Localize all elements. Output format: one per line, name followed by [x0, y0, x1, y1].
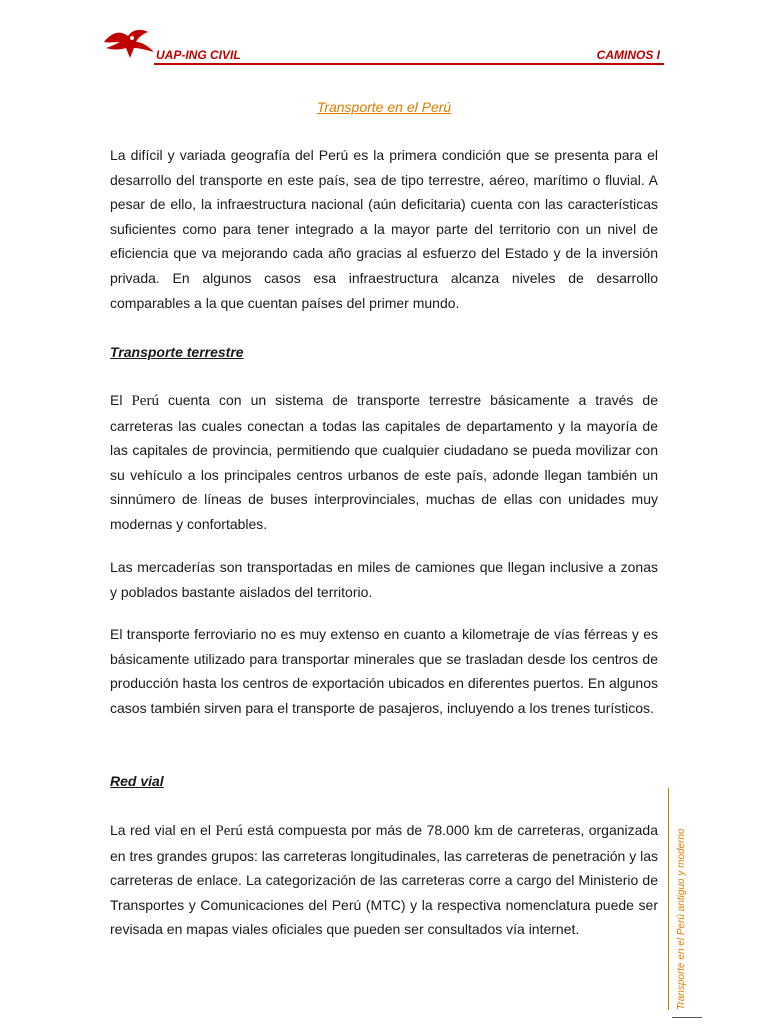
- terrestre-paragraph-2: Las mercaderías son transportadas en miles de camiones que llegan inclusive a zonas y poblados bastante aislados del territorio.: [110, 559, 658, 600]
- page-title: Transporte en el Perú: [316, 99, 452, 115]
- intro-paragraph: La difícil y variada geografía del Perú es la primera condición que se presenta para el desarrollo del transporte en este país, sea de tipo terrestre, aéreo, marítimo o fluvial. A pesar de ello, la infraestructura nacional (aún deficitaria) cuenta con las características suficientes como para tener integrado a la mayor parte del territorio con un nivel de eficiencia que va mejorando cada año gracias al esfuerzo del Estado y de la inversión privada. En algunos casos esa infraestructura alcanza niveles de desarrollo comparables a la que cuentan países del primer mundo.: [110, 147, 658, 311]
- red-vial-paragraph: La red vial en el Perú está compuesta por más de 78.000 km de carreteras, organizada en tres grandes grupos: las carreteras longitudinales, las carreteras de penetración y las carreteras de enlace. La categorización de las carreteras corre a cargo del Ministerio de Transportes y Comunicaciones del Perú (MTC) y la respectiva nomenclatura puede ser revisada en mapas viales oficiales que pueden ser consultados vía internet.: [110, 822, 658, 938]
- terrestre-paragraph-1: El Perú cuenta con un sistema de transporte terrestre básicamente a través de carreteras las cuales conectan a todas las capitales de departamento y la mayoría de las capitales de provincia, permitiendo que cualquier ciudadano se pueda movilizar con su vehículo a los principales centros urbanos de este país, adonde llegan también un sinnúmero de líneas de buses interprovinciales, muchas de ellas con unidades muy modernas y confortables.: [110, 392, 658, 532]
- page-header: [102, 22, 664, 66]
- eagle-logo-icon: [102, 26, 158, 60]
- heading-red-vial: Red vial: [110, 773, 164, 789]
- footer-rule: [672, 1017, 702, 1018]
- heading-transporte-terrestre: Transporte terrestre: [110, 344, 244, 360]
- header-course: CAMINOS I: [596, 48, 660, 62]
- side-caption: Transporte en el Perú antiguo y moderno: [676, 828, 687, 1010]
- terrestre-paragraph-3: El transporte ferroviario no es muy extenso en cuanto a kilometraje de vías férreas y es básicamente utilizado para transportar minerales que se trasladan desde los centros de producción hasta los centros de exportación ubicados en diferentes puertos. En algunos casos también sirven para el transporte de pasajeros, incluyendo a los trenes turísticos.: [110, 626, 658, 716]
- side-divider: [668, 788, 669, 1010]
- header-institution: UAP-ING CIVIL: [156, 48, 241, 62]
- header-divider: [154, 63, 664, 65]
